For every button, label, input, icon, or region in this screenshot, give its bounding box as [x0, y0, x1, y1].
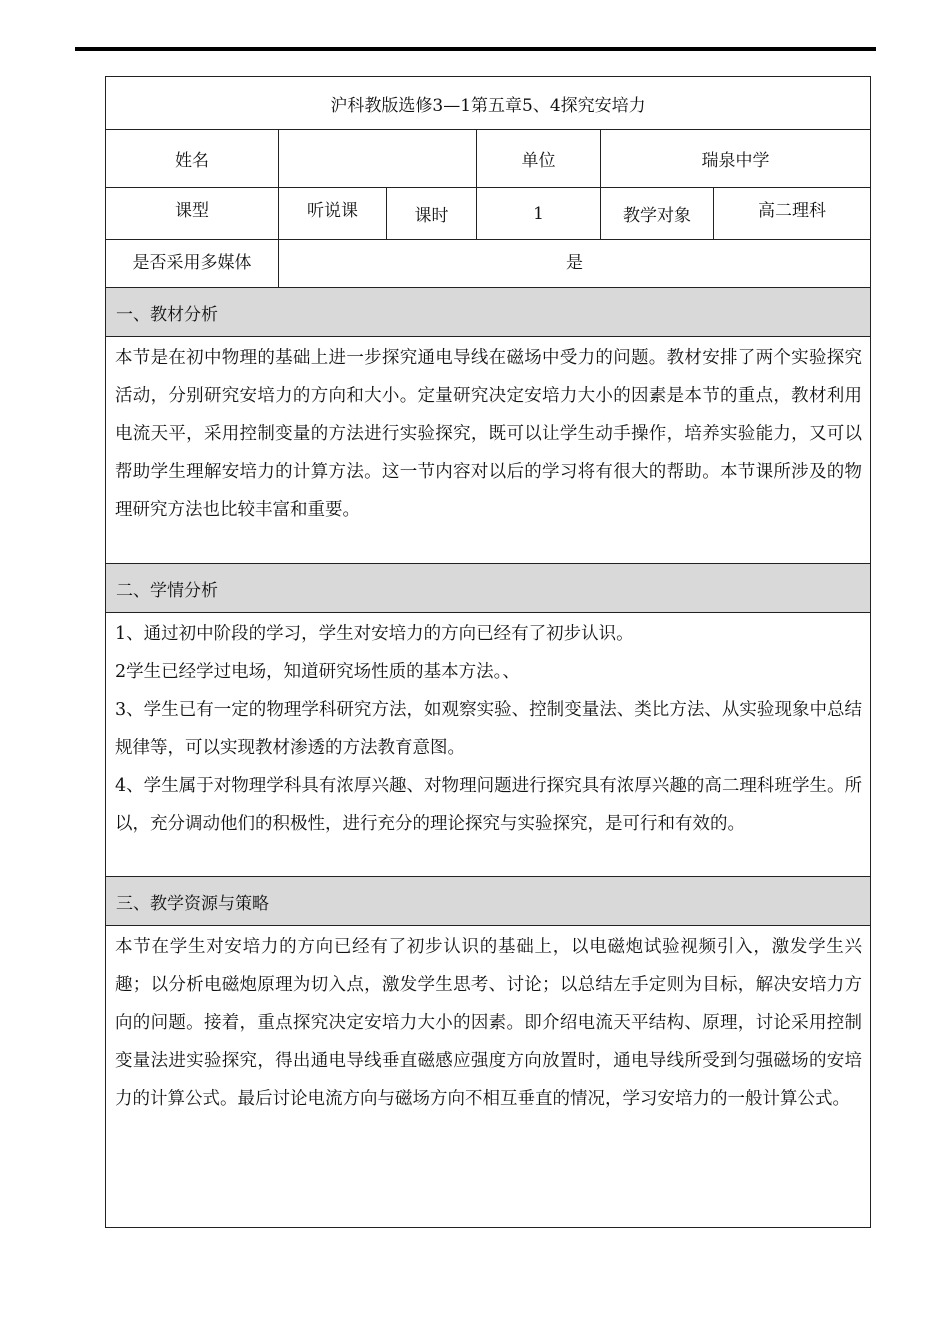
media-value: 是 — [279, 240, 871, 288]
unit-label: 单位 — [477, 130, 601, 188]
target-value: 高二理科 — [714, 188, 871, 240]
document-title: 沪科教版选修3—1第五章5、4探究安培力 — [106, 77, 871, 130]
target-label: 教学对象 — [601, 188, 714, 240]
section-heading-row — [106, 877, 871, 926]
lesson-plan-table — [105, 76, 871, 1228]
name-row — [106, 130, 871, 188]
name-label: 姓名 — [106, 130, 279, 188]
paragraph: 4、学生属于对物理学科具有浓厚兴趣、对物理问题进行探究具有浓厚兴趣的高二理科班学生。所以，充分调动他们的积极性，进行充分的理论探究与实验探究，是可行和有效的。 — [115, 776, 863, 834]
media-label: 是否采用多媒体 — [106, 240, 279, 288]
section-body — [106, 337, 871, 564]
unit-value: 瑞泉中学 — [601, 130, 871, 188]
period-value: 1 — [477, 188, 601, 240]
paragraph: 本节在学生对安培力的方向已经有了初步认识的基础上，以电磁炮试验视频引入，激发学生兴趣；以分析电磁炮原理为切入点，激发学生思考、讨论；以总结左手定则为目标，解决安培力方向的问题。接着，重点探究决定安培力大小的因素。即介绍电流天平结构、原理，讨论采用控制变量法进实验探究，得出通电导线垂直磁感应强度方向放置时，通电导线所受到匀强磁场的安培力的计算公式。最后讨论电流方向与磁场方向不相互垂直的情况，学习安培力的一般计算公式。 — [115, 937, 863, 1109]
section-body-row — [106, 337, 871, 564]
media-row — [106, 240, 871, 288]
type-label: 课型 — [106, 188, 279, 240]
course-row — [106, 188, 871, 240]
section-body — [106, 613, 871, 877]
paragraph: 2学生已经学过电场，知道研究场性质的基本方法。、 — [115, 662, 520, 682]
section-heading: 二、学情分析 — [106, 564, 871, 613]
paragraph: 本节是在初中物理的基础上进一步探究通电导线在磁场中受力的问题。教材安排了两个实验探究活动，分别研究安培力的方向和大小。定量研究决定安培力大小的因素是本节的重点，教材利用电流天平，采用控制变量的方法进行实验探究，既可以让学生动手操作，培养实验能力，又可以帮助学生理解安培力的计算方法。这一节内容对以后的学习将有很大的帮助。本节课所涉及的物理研究方法也比较丰富和重要。 — [115, 348, 863, 520]
paragraph: 1、通过初中阶段的学习，学生对安培力的方向已经有了初步认识。 — [115, 624, 634, 644]
section-heading: 一、教材分析 — [106, 288, 871, 337]
header-rule — [75, 47, 876, 51]
title-row — [106, 77, 871, 130]
section-body — [106, 926, 871, 1228]
period-label: 课时 — [387, 188, 477, 240]
paragraph: 3、学生已有一定的物理学科研究方法，如观察实验、控制变量法、类比方法、从实验现象中总结规律等，可以实现教材渗透的方法教育意图。 — [115, 700, 863, 758]
type-value: 听说课 — [279, 188, 387, 240]
section-heading-row — [106, 564, 871, 613]
section-body-row — [106, 926, 871, 1228]
name-value — [279, 130, 477, 188]
section-heading: 三、教学资源与策略 — [106, 877, 871, 926]
section-heading-row — [106, 288, 871, 337]
section-body-row — [106, 613, 871, 877]
